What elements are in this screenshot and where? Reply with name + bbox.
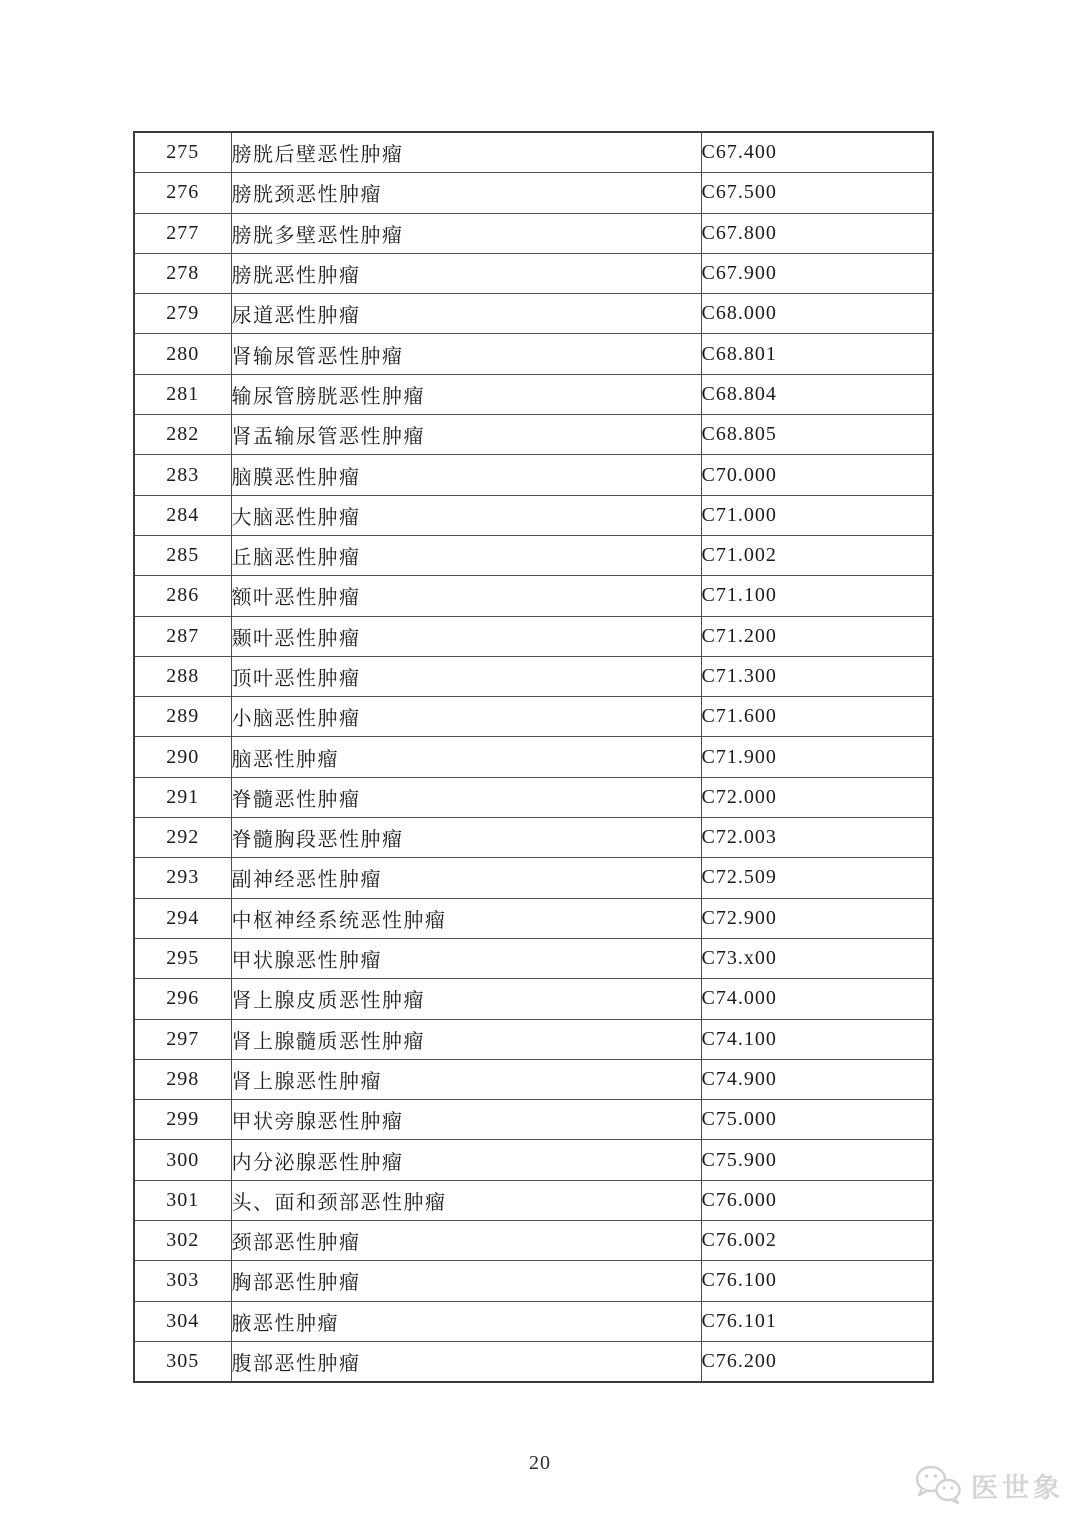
row-number-cell: 293 (134, 858, 231, 898)
disease-name-cell: 输尿管膀胱恶性肿瘤 (231, 374, 701, 414)
table-row (134, 1100, 933, 1140)
icd-code-cell: C74.900 (701, 1059, 933, 1099)
icd-code-cell: C71.600 (701, 697, 933, 737)
table-row (134, 213, 933, 253)
row-number-cell: 296 (134, 979, 231, 1019)
disease-name-cell: 胸部恶性肿瘤 (231, 1261, 701, 1301)
row-number-cell: 301 (134, 1180, 231, 1220)
table-row (134, 294, 933, 334)
disease-name-cell: 肾上腺皮质恶性肿瘤 (231, 979, 701, 1019)
icd-code-cell: C71.002 (701, 535, 933, 575)
disease-name-cell: 大脑恶性肿瘤 (231, 495, 701, 535)
table-row (134, 173, 933, 213)
icd-code-cell: C72.003 (701, 818, 933, 858)
disease-name-cell: 副神经恶性肿瘤 (231, 858, 701, 898)
icd-code-cell: C67.400 (701, 132, 933, 173)
icd-code-cell: C73.x00 (701, 938, 933, 978)
row-number-cell: 290 (134, 737, 231, 777)
row-number-cell: 286 (134, 576, 231, 616)
row-number-cell: 304 (134, 1301, 231, 1341)
table-row (134, 1301, 933, 1341)
disease-name-cell: 甲状旁腺恶性肿瘤 (231, 1100, 701, 1140)
table-row (134, 818, 933, 858)
icd-code-cell: C75.000 (701, 1100, 933, 1140)
icd-code-cell: C74.100 (701, 1019, 933, 1059)
table-row (134, 132, 933, 173)
icd-code-cell: C74.000 (701, 979, 933, 1019)
disease-name-cell: 腋恶性肿瘤 (231, 1301, 701, 1341)
table-row (134, 777, 933, 817)
disease-name-cell: 顶叶恶性肿瘤 (231, 656, 701, 696)
row-number-cell: 285 (134, 535, 231, 575)
disease-name-cell: 膀胱多壁恶性肿瘤 (231, 213, 701, 253)
table-row (134, 858, 933, 898)
icd-code-cell: C76.101 (701, 1301, 933, 1341)
row-number-cell: 294 (134, 898, 231, 938)
disease-name-cell: 内分泌腺恶性肿瘤 (231, 1140, 701, 1180)
disease-name-cell: 丘脑恶性肿瘤 (231, 535, 701, 575)
row-number-cell: 275 (134, 132, 231, 173)
row-number-cell: 282 (134, 415, 231, 455)
table-row (134, 616, 933, 656)
table-row (134, 697, 933, 737)
icd-code-cell: C67.500 (701, 173, 933, 213)
row-number-cell: 303 (134, 1261, 231, 1301)
table-row (134, 535, 933, 575)
icd-code-cell: C71.000 (701, 495, 933, 535)
row-number-cell: 279 (134, 294, 231, 334)
icd-code-cell: C72.900 (701, 898, 933, 938)
table-row (134, 737, 933, 777)
disease-name-cell: 中枢神经系统恶性肿瘤 (231, 898, 701, 938)
row-number-cell: 295 (134, 938, 231, 978)
table-row (134, 1341, 933, 1382)
disease-name-cell: 膀胱颈恶性肿瘤 (231, 173, 701, 213)
icd-code-cell: C76.200 (701, 1341, 933, 1382)
icd-code-cell: C68.805 (701, 415, 933, 455)
disease-name-cell: 肾盂输尿管恶性肿瘤 (231, 415, 701, 455)
table-row (134, 1221, 933, 1261)
row-number-cell: 291 (134, 777, 231, 817)
disease-name-cell: 肾上腺髓质恶性肿瘤 (231, 1019, 701, 1059)
icd-code-cell: C71.900 (701, 737, 933, 777)
disease-name-cell: 颈部恶性肿瘤 (231, 1221, 701, 1261)
icd-code-cell: C68.000 (701, 294, 933, 334)
disease-name-cell: 尿道恶性肿瘤 (231, 294, 701, 334)
table-row (134, 495, 933, 535)
disease-name-cell: 肾上腺恶性肿瘤 (231, 1059, 701, 1099)
disease-name-cell: 颞叶恶性肿瘤 (231, 616, 701, 656)
disease-name-cell: 脑膜恶性肿瘤 (231, 455, 701, 495)
disease-name-cell: 膀胱后壁恶性肿瘤 (231, 132, 701, 173)
icd-code-cell: C70.000 (701, 455, 933, 495)
table-row (134, 1180, 933, 1220)
page-number: 20 (529, 1452, 551, 1474)
row-number-cell: 284 (134, 495, 231, 535)
disease-name-cell: 头、面和颈部恶性肿瘤 (231, 1180, 701, 1220)
icd-code-cell: C71.300 (701, 656, 933, 696)
icd-code-cell: C71.100 (701, 576, 933, 616)
disease-name-cell: 肾输尿管恶性肿瘤 (231, 334, 701, 374)
disease-name-cell: 额叶恶性肿瘤 (231, 576, 701, 616)
row-number-cell: 280 (134, 334, 231, 374)
row-number-cell: 276 (134, 173, 231, 213)
table-row (134, 1261, 933, 1301)
watermark-text: 医世象 (971, 1472, 1064, 1503)
disease-name-cell: 脊髓胸段恶性肿瘤 (231, 818, 701, 858)
table-row (134, 334, 933, 374)
row-number-cell: 300 (134, 1140, 231, 1180)
row-number-cell: 302 (134, 1221, 231, 1261)
disease-name-cell: 甲状腺恶性肿瘤 (231, 938, 701, 978)
table-row (134, 1019, 933, 1059)
icd-code-table (133, 131, 934, 1383)
icd-code-cell: C75.900 (701, 1140, 933, 1180)
row-number-cell: 297 (134, 1019, 231, 1059)
row-number-cell: 277 (134, 213, 231, 253)
row-number-cell: 292 (134, 818, 231, 858)
icd-code-cell: C76.100 (701, 1261, 933, 1301)
table-row (134, 1059, 933, 1099)
row-number-cell: 289 (134, 697, 231, 737)
table-row (134, 938, 933, 978)
table-row (134, 576, 933, 616)
table-row (134, 656, 933, 696)
icd-code-cell: C67.800 (701, 213, 933, 253)
row-number-cell: 299 (134, 1100, 231, 1140)
row-number-cell: 287 (134, 616, 231, 656)
icd-code-cell: C72.509 (701, 858, 933, 898)
icd-code-table-body (134, 132, 933, 1382)
row-number-cell: 288 (134, 656, 231, 696)
row-number-cell: 281 (134, 374, 231, 414)
row-number-cell: 298 (134, 1059, 231, 1099)
table-row (134, 979, 933, 1019)
disease-name-cell: 腹部恶性肿瘤 (231, 1341, 701, 1382)
icd-code-cell: C68.804 (701, 374, 933, 414)
row-number-cell: 305 (134, 1341, 231, 1382)
icd-code-cell: C72.000 (701, 777, 933, 817)
icd-code-cell: C71.200 (701, 616, 933, 656)
disease-name-cell: 脑恶性肿瘤 (231, 737, 701, 777)
icd-code-cell: C76.000 (701, 1180, 933, 1220)
row-number-cell: 278 (134, 253, 231, 293)
icd-code-cell: C67.900 (701, 253, 933, 293)
disease-name-cell: 脊髓恶性肿瘤 (231, 777, 701, 817)
icd-code-cell: C76.002 (701, 1221, 933, 1261)
disease-name-cell: 膀胱恶性肿瘤 (231, 253, 701, 293)
table-row (134, 374, 933, 414)
table-row (134, 1140, 933, 1180)
icd-code-cell: C68.801 (701, 334, 933, 374)
disease-name-cell: 小脑恶性肿瘤 (231, 697, 701, 737)
table-row (134, 455, 933, 495)
table-row (134, 898, 933, 938)
row-number-cell: 283 (134, 455, 231, 495)
icd-table-container (133, 131, 934, 1383)
table-row (134, 415, 933, 455)
table-row (134, 253, 933, 293)
